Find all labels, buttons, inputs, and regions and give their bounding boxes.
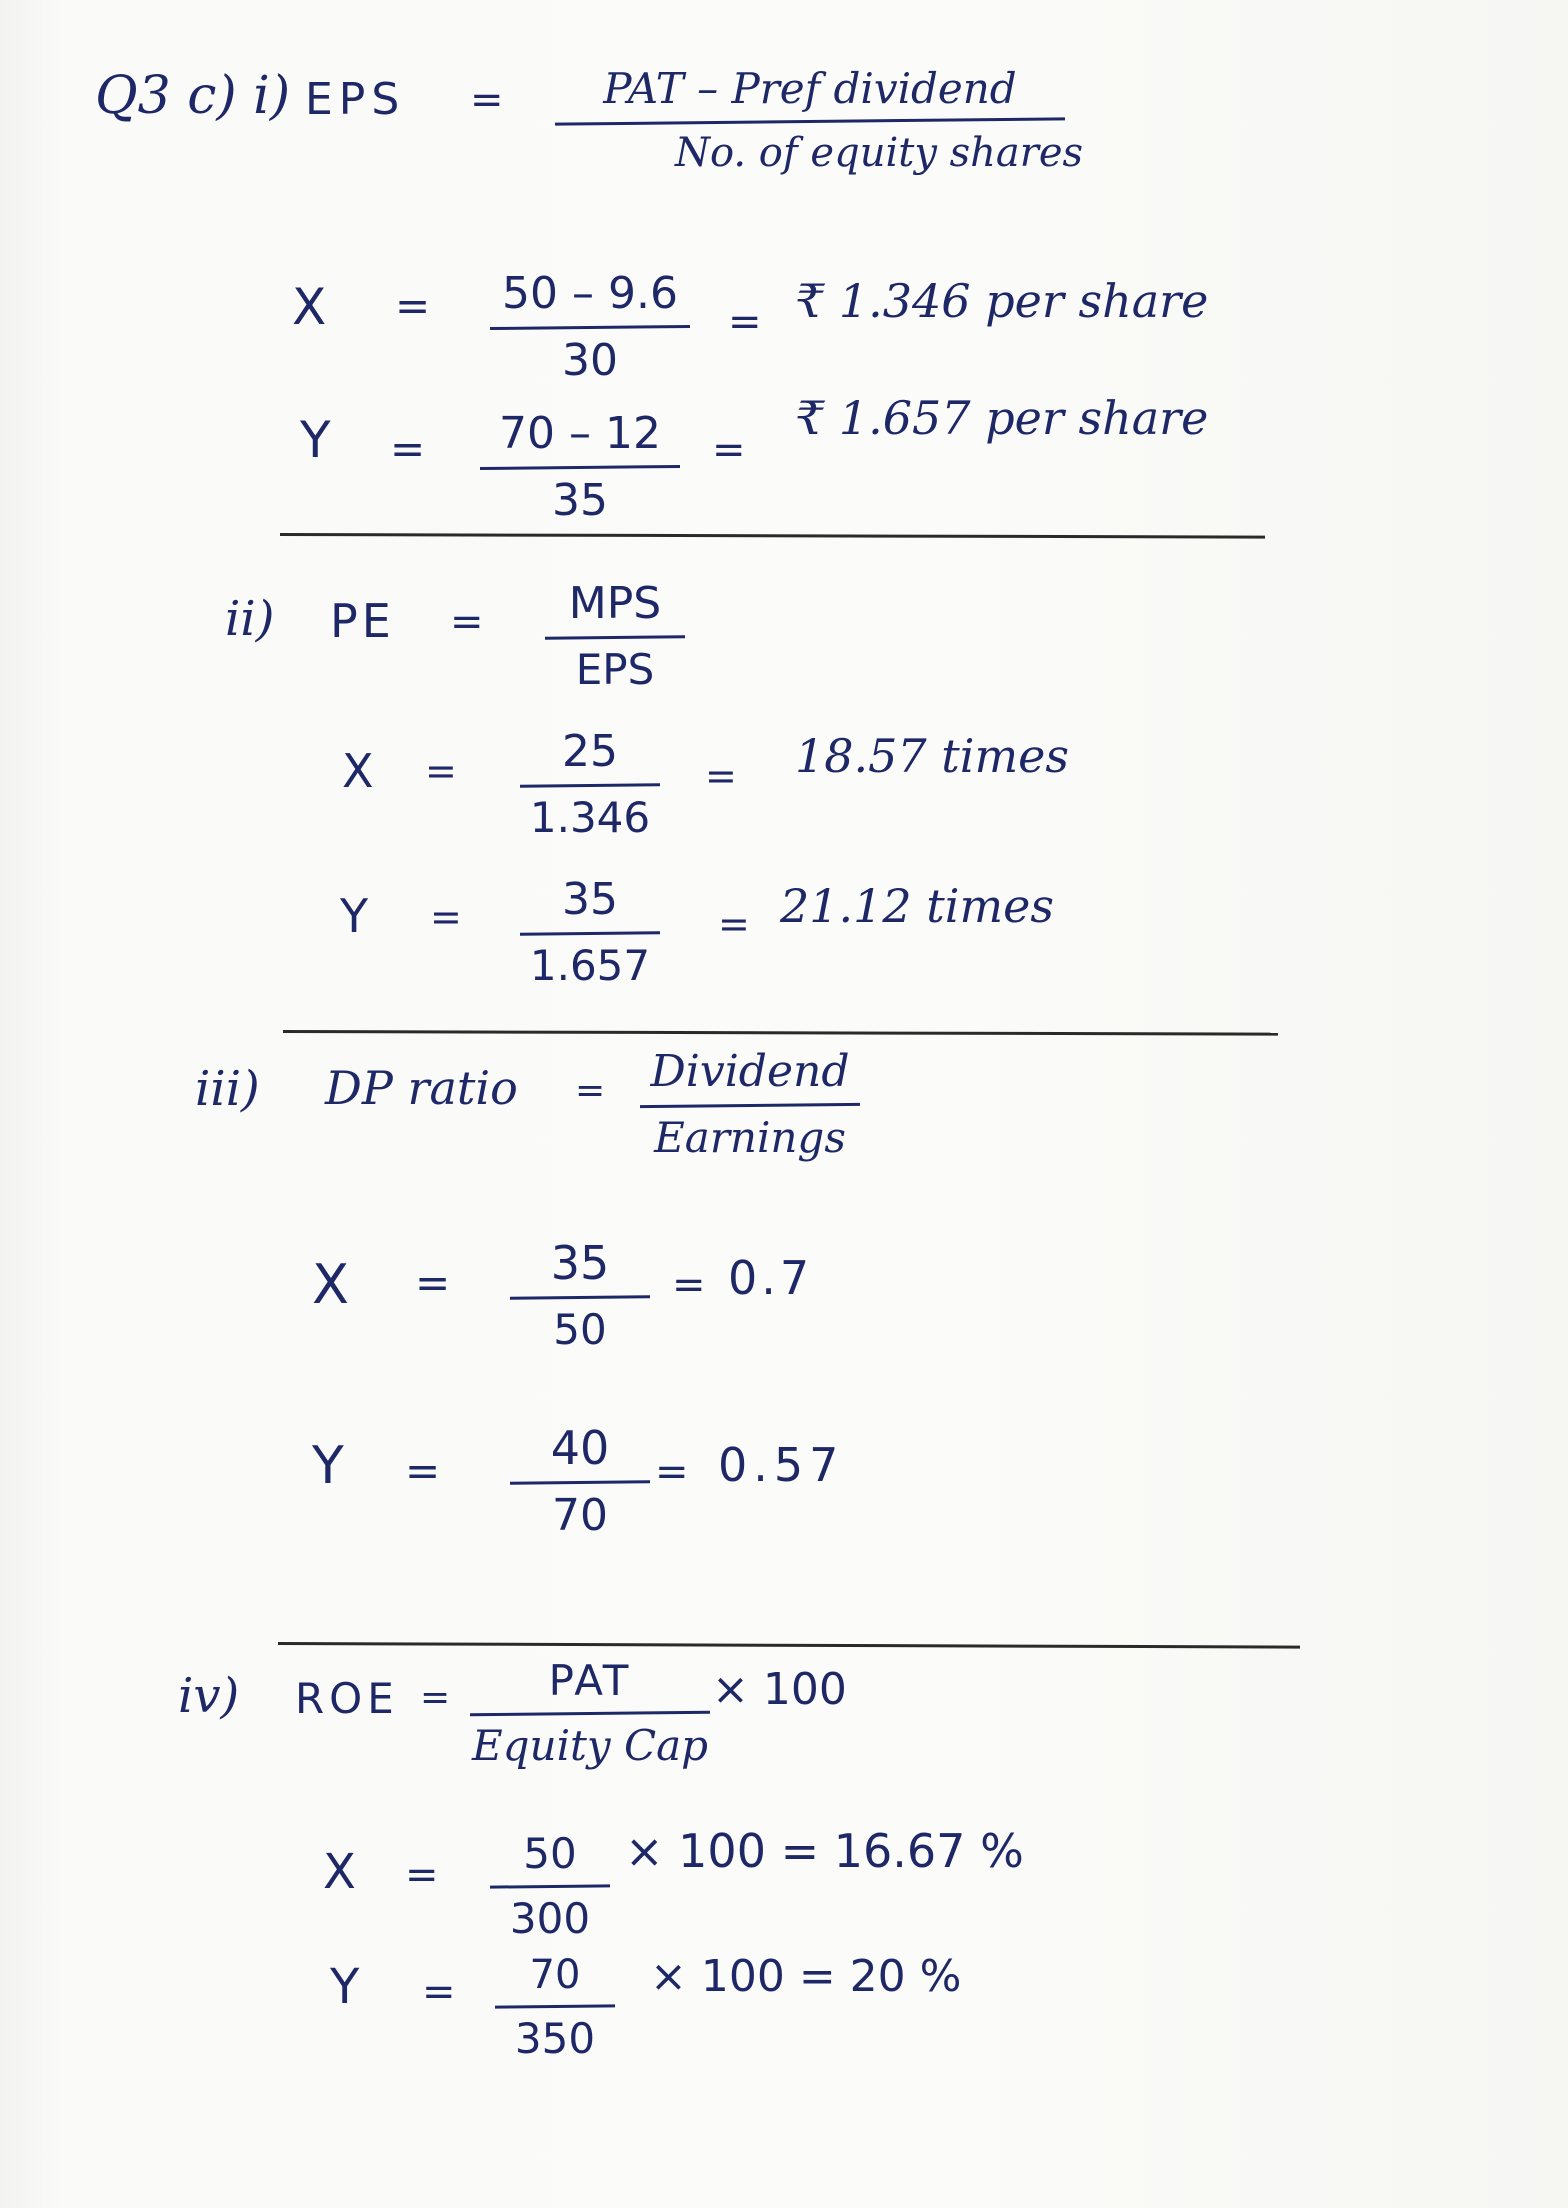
equals-sign: = — [415, 1258, 451, 1307]
fraction-bar — [495, 2004, 615, 2008]
variable-x: X — [312, 1253, 349, 1316]
variable-x: X — [323, 1844, 356, 1900]
section-label: ii) — [225, 591, 275, 647]
fraction-denominator: Equity Cap — [471, 1721, 709, 1770]
fraction-numerator: Dividend — [650, 1046, 850, 1097]
fraction-bar — [510, 1480, 650, 1484]
fraction-numerator: 70 — [529, 1952, 581, 1998]
section-divider — [280, 533, 1265, 539]
fraction-numerator: 25 — [562, 726, 618, 777]
equals-sign: = — [712, 427, 746, 473]
pe-formula-fraction — [545, 578, 685, 694]
variable-x: X — [342, 744, 374, 798]
equals-sign: = — [405, 1852, 439, 1898]
dp-x-fraction — [510, 1236, 650, 1354]
section-label: iii) — [195, 1061, 260, 1117]
pe-y-result: 21.12 times — [780, 879, 1054, 933]
pe-y-fraction — [520, 874, 660, 990]
fraction-denominator: 35 — [552, 475, 608, 526]
equals-sign: = — [672, 1262, 706, 1308]
fraction-bar — [490, 1884, 610, 1888]
fraction-numerator: 50 – 9.6 — [502, 268, 678, 319]
equals-sign: = — [450, 599, 484, 645]
equals-sign: = — [470, 77, 504, 123]
roe-term: ROE — [295, 1674, 399, 1723]
eps-formula-fraction — [555, 64, 1084, 176]
equals-sign: = — [390, 424, 426, 473]
section-divider — [283, 1030, 1278, 1036]
dp-x-result: 0.7 — [728, 1251, 814, 1305]
roe-x-result: × 100 = 16.67 % — [625, 1824, 1024, 1878]
section-label: iv) — [178, 1668, 240, 1724]
variable-y: Y — [312, 1436, 344, 1496]
pe-term: PE — [330, 594, 395, 648]
variable-y: Y — [300, 411, 331, 469]
fraction-bar — [520, 783, 660, 787]
fraction-numerator: 35 — [562, 874, 618, 925]
fraction-numerator: 50 — [523, 1829, 577, 1878]
variable-y: Y — [340, 889, 369, 943]
fraction-bar — [520, 931, 660, 935]
fraction-denominator: 70 — [552, 1490, 608, 1541]
roe-x-fraction — [490, 1829, 610, 1943]
fraction-numerator: MPS — [568, 578, 662, 629]
fraction-denominator: 300 — [509, 1894, 591, 1943]
fraction-numerator: PAT — [548, 1656, 632, 1705]
eps-y-fraction — [480, 408, 680, 526]
fraction-denominator: 1.657 — [529, 941, 651, 990]
fraction-numerator: PAT – Pref dividend — [603, 64, 1017, 113]
fraction-denominator: 50 — [553, 1305, 607, 1354]
equals-sign: = — [430, 895, 462, 939]
fraction-bar — [545, 635, 685, 639]
dp-formula-fraction — [640, 1046, 860, 1162]
pe-x-fraction — [520, 726, 660, 842]
eps-x-fraction — [490, 268, 690, 386]
fraction-denominator: 1.346 — [529, 793, 651, 842]
equals-sign: = — [422, 1969, 456, 2015]
fraction-bar — [555, 117, 1065, 125]
fraction-bar — [640, 1103, 860, 1108]
roe-y-result: × 100 = 20 % — [650, 1951, 962, 2002]
eps-term: EPS — [305, 74, 406, 125]
equals-sign: = — [420, 1677, 451, 1718]
pe-x-result: 18.57 times — [795, 729, 1069, 783]
roe-formula-fraction — [470, 1656, 710, 1770]
eps-y-result: ₹ 1.657 per share — [795, 391, 1209, 445]
multiply-100: × 100 — [712, 1664, 847, 1715]
fraction-numerator: 40 — [550, 1421, 610, 1475]
equals-sign: = — [728, 299, 762, 345]
fraction-denominator: No. of equity shares — [675, 130, 1084, 176]
variable-y: Y — [330, 1959, 360, 2015]
fraction-denominator: Earnings — [654, 1113, 846, 1162]
dp-ratio-term: DP ratio — [325, 1061, 518, 1115]
equals-sign: = — [705, 754, 737, 798]
fraction-denominator: 350 — [514, 2014, 596, 2063]
fraction-denominator: 30 — [562, 335, 618, 386]
roe-y-fraction — [495, 1952, 615, 2063]
fraction-numerator: 35 — [550, 1236, 610, 1290]
equals-sign: = — [395, 281, 431, 330]
dp-y-fraction — [510, 1421, 650, 1541]
section-divider — [278, 1642, 1300, 1649]
equals-sign: = — [655, 1449, 689, 1495]
fraction-numerator: 70 – 12 — [499, 408, 661, 459]
equals-sign: = — [425, 749, 457, 793]
equals-sign: = — [405, 1446, 441, 1495]
equals-sign: = — [718, 902, 750, 946]
fraction-bar — [480, 465, 680, 470]
dp-y-result: 0.57 — [718, 1438, 845, 1492]
question-label: Q3 c) i) — [95, 66, 291, 126]
fraction-bar — [470, 1711, 710, 1717]
equals-sign: = — [575, 1070, 606, 1111]
fraction-denominator: EPS — [575, 645, 655, 694]
variable-x: X — [292, 278, 327, 336]
fraction-bar — [510, 1295, 650, 1299]
eps-x-result: ₹ 1.346 per share — [795, 274, 1209, 328]
fraction-bar — [490, 325, 690, 330]
